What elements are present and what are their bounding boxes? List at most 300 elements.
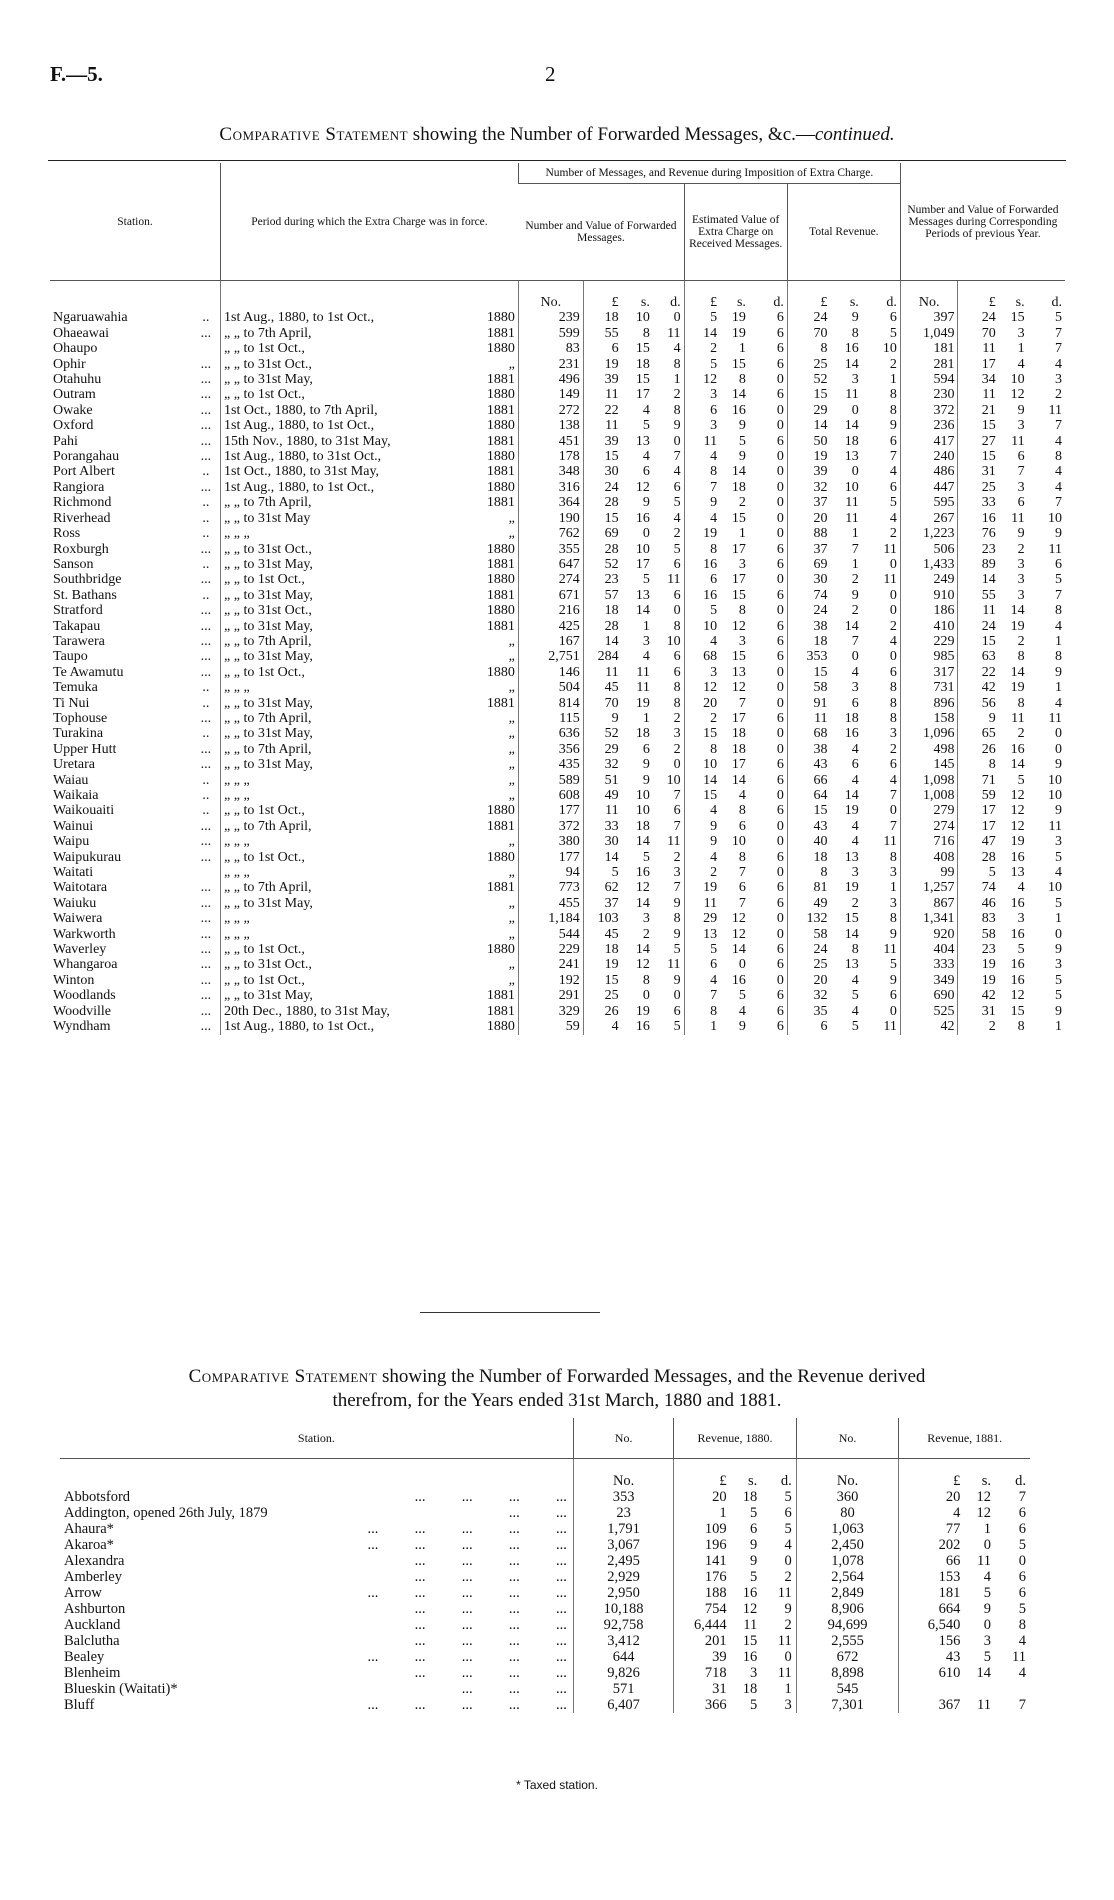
cell-dots: ... bbox=[200, 710, 212, 726]
cell-pno: 1,341 bbox=[900, 911, 958, 926]
cell-td: 8 bbox=[889, 710, 897, 726]
cell-es: 16 bbox=[731, 402, 746, 418]
cell-no: 372 bbox=[518, 819, 583, 834]
cell-s: 15 bbox=[635, 341, 650, 357]
cell-ps: 12 bbox=[1010, 818, 1025, 834]
cell-pno: 498 bbox=[900, 742, 958, 757]
cell-station: Alexandra ... ... ... ... bbox=[64, 1553, 567, 1569]
cell-year: 1880 bbox=[486, 603, 515, 619]
cell-pno: 230 bbox=[900, 387, 958, 402]
cell-ed: 0 bbox=[776, 572, 784, 588]
cell-tl: 40 bbox=[787, 834, 830, 849]
cell-year: „ bbox=[508, 911, 515, 927]
cell-td: 6 bbox=[889, 310, 897, 326]
cell-pd: 1 bbox=[1055, 1019, 1062, 1035]
cell-l1: 196 bbox=[674, 1537, 731, 1553]
cell-s2: 11 bbox=[977, 1553, 991, 1569]
cell-station: Ngaruawahia bbox=[53, 310, 128, 326]
table-row bbox=[60, 1537, 1030, 1553]
cell-pno: 317 bbox=[900, 665, 958, 680]
cell-es: 5 bbox=[738, 433, 746, 449]
cell-period: „ „ to 31st Oct., bbox=[221, 542, 476, 557]
cell-s: 18 bbox=[635, 726, 650, 742]
cell-tl: 24 bbox=[787, 603, 830, 618]
cell-ts: 14 bbox=[844, 618, 859, 634]
cell-es: 10 bbox=[731, 834, 746, 850]
cell-el: 12 bbox=[684, 372, 720, 387]
cell-tl: 52 bbox=[787, 372, 830, 387]
cell-l2: 202 bbox=[899, 1537, 965, 1553]
cell-period: 1st Oct., 1880, to 7th April, bbox=[221, 403, 476, 418]
cell-dots: ... bbox=[200, 895, 212, 911]
cell-ed: 0 bbox=[776, 741, 784, 757]
cell-pl: 11 bbox=[958, 603, 999, 618]
cell-d1: 9 bbox=[784, 1601, 792, 1617]
cell-ts: 18 bbox=[844, 433, 859, 449]
cell-d2: 7 bbox=[1018, 1697, 1026, 1713]
cell-dots: ... bbox=[200, 541, 212, 557]
cell-l2: 156 bbox=[899, 1633, 965, 1649]
cell-s2: 4 bbox=[983, 1569, 991, 1585]
cell-station: Waitati bbox=[53, 865, 94, 881]
cell-dots: .. bbox=[202, 556, 210, 572]
cell-tl: 35 bbox=[787, 1004, 830, 1019]
cell-el: 16 bbox=[684, 588, 720, 603]
cell-pd: 5 bbox=[1055, 988, 1062, 1004]
cell-td: 6 bbox=[889, 479, 897, 495]
table-row bbox=[60, 1585, 1030, 1601]
cell-ts: 0 bbox=[851, 402, 859, 418]
cell-es: 18 bbox=[731, 479, 746, 495]
cell-es: 14 bbox=[731, 772, 746, 788]
cell-year: 1881 bbox=[486, 556, 515, 572]
cell-el: 68 bbox=[684, 649, 720, 664]
cell-station: Turakina bbox=[53, 726, 104, 742]
cell-station: Waikouaiti bbox=[53, 803, 115, 819]
cell-no: 671 bbox=[518, 588, 583, 603]
cell-es: 3 bbox=[738, 633, 746, 649]
cell-pd: 1 bbox=[1055, 680, 1062, 696]
cell-ps: 16 bbox=[1010, 741, 1025, 757]
cell-d: 8 bbox=[673, 695, 681, 711]
cell-period: „ „ to 1st Oct., bbox=[221, 572, 476, 587]
cell-ed: 0 bbox=[776, 464, 784, 480]
cell-station: Ross bbox=[53, 526, 81, 542]
cell-td: 6 bbox=[889, 757, 897, 773]
cell-s: 9 bbox=[642, 772, 650, 788]
cell-ed: 0 bbox=[776, 680, 784, 696]
cell-l: 11 bbox=[583, 803, 621, 818]
cell-pd: 3 bbox=[1055, 372, 1062, 388]
cell-l: 39 bbox=[583, 372, 621, 387]
cell-d: 3 bbox=[673, 726, 681, 742]
cell-el: 15 bbox=[684, 726, 720, 741]
cell-ps: 3 bbox=[1017, 911, 1025, 927]
cell-el: 13 bbox=[684, 927, 720, 942]
cell-ts: 14 bbox=[844, 418, 859, 434]
cell-d: 8 bbox=[673, 680, 681, 696]
cell-tl: 81 bbox=[787, 880, 830, 895]
cell-period: „ „ „ bbox=[221, 834, 476, 849]
cell-s1: 15 bbox=[742, 1633, 758, 1649]
cell-ps: 3 bbox=[1017, 325, 1025, 341]
cell-pd: 10 bbox=[1048, 510, 1062, 526]
cell-period: „ „ to 1st Oct., bbox=[221, 341, 476, 356]
cell-s: 3 bbox=[642, 911, 650, 927]
cell-pno: 274 bbox=[900, 819, 958, 834]
cell-pl: 15 bbox=[958, 634, 999, 649]
cell-station: Oxford bbox=[53, 418, 94, 434]
cell-el: 5 bbox=[684, 603, 720, 618]
cell-td: 2 bbox=[889, 618, 897, 634]
cell-td: 11 bbox=[883, 572, 897, 588]
cell-tl: 38 bbox=[787, 742, 830, 757]
cell-no: 496 bbox=[518, 372, 583, 387]
cell-dots: ... bbox=[200, 942, 212, 958]
cell-period: 1st Aug., 1880, to 1st Oct., bbox=[221, 418, 476, 433]
cell-l: 52 bbox=[583, 557, 621, 572]
cell-ed: 0 bbox=[776, 402, 784, 418]
cell-s: 17 bbox=[635, 387, 650, 403]
cell-station: Ashburton ... ... ... ... bbox=[64, 1601, 567, 1617]
cell-ps: 11 bbox=[1011, 510, 1025, 526]
cell-ts: 11 bbox=[845, 510, 859, 526]
cell-d: 6 bbox=[673, 649, 681, 665]
table-row bbox=[50, 1019, 1065, 1034]
cell-ts: 4 bbox=[851, 664, 859, 680]
cell-s: 8 bbox=[642, 972, 650, 988]
cell-d2: 4 bbox=[1018, 1665, 1026, 1681]
cell-tl: 11 bbox=[787, 711, 830, 726]
cell-no: 216 bbox=[518, 603, 583, 618]
cell-d2: 7 bbox=[1018, 1489, 1026, 1505]
cell-tl: 15 bbox=[787, 803, 830, 818]
cell-ts: 6 bbox=[851, 757, 859, 773]
cell-pno: 1,008 bbox=[900, 788, 958, 803]
table-row bbox=[50, 326, 1065, 341]
cell-period: 20th Dec., 1880, to 31st May, bbox=[221, 1004, 476, 1019]
cell-station: Takapau bbox=[53, 618, 101, 634]
cell-pno: 985 bbox=[900, 649, 958, 664]
cell-es: 3 bbox=[738, 556, 746, 572]
cell-d2: 6 bbox=[1018, 1521, 1026, 1537]
cell-no: 272 bbox=[518, 403, 583, 418]
cell-pd: 5 bbox=[1055, 572, 1062, 588]
cell-pl: 83 bbox=[958, 911, 999, 926]
cell-es: 9 bbox=[738, 449, 746, 465]
table-row bbox=[60, 1489, 1030, 1505]
cell-station: Stratford bbox=[53, 603, 103, 619]
table-row bbox=[50, 480, 1065, 495]
cell-station: Waiau bbox=[53, 772, 89, 788]
cell-es: 17 bbox=[731, 710, 746, 726]
cell-pd: 8 bbox=[1055, 603, 1062, 619]
cell-pno: 447 bbox=[900, 480, 958, 495]
cell-year: 1880 bbox=[486, 1019, 515, 1035]
cell-pd: 5 bbox=[1055, 895, 1062, 911]
cell-year: „ bbox=[508, 772, 515, 788]
cell-pd: 11 bbox=[1048, 818, 1062, 834]
cell-td: 1 bbox=[889, 372, 897, 388]
cell-tl: 50 bbox=[787, 434, 830, 449]
cell-ts: 8 bbox=[851, 325, 859, 341]
cell-no: 177 bbox=[518, 850, 583, 865]
table-row bbox=[50, 911, 1065, 926]
cell-station: Waipukurau bbox=[53, 849, 122, 865]
cell-period: „ „ to 31st May, bbox=[221, 649, 476, 664]
cell-ts: 13 bbox=[844, 849, 859, 865]
cell-station: Waitotara bbox=[53, 880, 108, 896]
cell-pno: 267 bbox=[900, 511, 958, 526]
cell-pno: 1,049 bbox=[900, 326, 958, 341]
cell-l1: 366 bbox=[674, 1697, 731, 1713]
cell-period: „ „ to 31st May, bbox=[221, 588, 476, 603]
cell-l1: 109 bbox=[674, 1521, 731, 1537]
cell-d: 6 bbox=[673, 1003, 681, 1019]
cell-l: 15 bbox=[583, 449, 621, 464]
table1-title: Comparative Statement showing the Number of Forwarded Messages, &c.—continued. bbox=[219, 124, 895, 145]
cell-ts: 3 bbox=[851, 372, 859, 388]
table-row bbox=[50, 711, 1065, 726]
table-row bbox=[50, 726, 1065, 741]
cell-d: 10 bbox=[666, 772, 681, 788]
cell-l: 30 bbox=[583, 834, 621, 849]
cell-es: 5 bbox=[738, 988, 746, 1004]
cell-no: 425 bbox=[518, 619, 583, 634]
cell-no1: 9,826 bbox=[573, 1665, 673, 1681]
cell-l1: 176 bbox=[674, 1569, 731, 1585]
cell-station: Te Awamutu bbox=[53, 664, 124, 680]
cell-d1: 5 bbox=[784, 1489, 792, 1505]
cell-tl: 39 bbox=[787, 464, 830, 479]
cell-el: 9 bbox=[684, 495, 720, 510]
cell-l2: 181 bbox=[899, 1585, 965, 1601]
cell-ps: 10 bbox=[1010, 372, 1025, 388]
cell-no: 455 bbox=[518, 896, 583, 911]
cell-el: 7 bbox=[684, 480, 720, 495]
table-row bbox=[50, 526, 1065, 541]
table-row bbox=[50, 434, 1065, 449]
cell-el: 3 bbox=[684, 418, 720, 433]
cell-year: „ bbox=[508, 957, 515, 973]
cell-s: 16 bbox=[635, 865, 650, 881]
cell-d2: 8 bbox=[1018, 1617, 1026, 1633]
cell-period: „ „ to 31st May, bbox=[221, 557, 476, 572]
cell-l: 284 bbox=[583, 649, 621, 664]
cell-dots: ... bbox=[200, 957, 212, 973]
cell-es: 7 bbox=[738, 865, 746, 881]
cell-l2: 20 bbox=[899, 1489, 965, 1505]
cell-d1: 11 bbox=[777, 1665, 792, 1681]
cell-d2: 6 bbox=[1018, 1505, 1026, 1521]
cell-s: 3 bbox=[642, 633, 650, 649]
cell-l1: 1 bbox=[674, 1505, 731, 1521]
table-row bbox=[50, 449, 1065, 464]
cell-ts: 7 bbox=[851, 633, 859, 649]
cell-s1: 12 bbox=[742, 1601, 758, 1617]
cell-s1: 16 bbox=[742, 1649, 758, 1665]
cell-pd: 9 bbox=[1055, 803, 1062, 819]
cell-pd: 8 bbox=[1055, 449, 1062, 465]
cell-station: Temuka bbox=[53, 680, 98, 696]
cell-d1: 1 bbox=[784, 1681, 792, 1697]
cell-pno: 920 bbox=[900, 927, 958, 942]
cell-ed: 0 bbox=[776, 911, 784, 927]
cell-s: 10 bbox=[635, 788, 650, 803]
cell-pno: 690 bbox=[900, 988, 958, 1003]
cell-tl: 6 bbox=[787, 1019, 830, 1034]
cell-station: St. Bathans bbox=[53, 587, 117, 603]
cell-ps: 4 bbox=[1017, 356, 1025, 372]
cell-ps: 1 bbox=[1017, 341, 1025, 357]
cell-period: „ „ „ bbox=[221, 526, 476, 541]
cell-dots: ... bbox=[200, 834, 212, 850]
cell-station: Woodlands bbox=[53, 988, 116, 1004]
table-row bbox=[50, 927, 1065, 942]
cell-pd: 9 bbox=[1055, 1003, 1062, 1019]
cell-ts: 9 bbox=[851, 587, 859, 603]
cell-pno: 595 bbox=[900, 495, 958, 510]
cell-d: 0 bbox=[673, 603, 681, 619]
cell-ed: 6 bbox=[776, 895, 784, 911]
cell-station: Roxburgh bbox=[53, 541, 109, 557]
cell-pl: 59 bbox=[958, 788, 999, 803]
cell-d2: 6 bbox=[1018, 1585, 1026, 1601]
cell-el: 19 bbox=[684, 526, 720, 541]
cell-es: 19 bbox=[731, 310, 746, 326]
cell-pd: 3 bbox=[1055, 834, 1062, 850]
cell-tl: 58 bbox=[787, 927, 830, 942]
cell-s: 8 bbox=[642, 325, 650, 341]
cell-pl: 23 bbox=[958, 542, 999, 557]
cell-el: 1 bbox=[684, 1019, 720, 1034]
cell-ed: 6 bbox=[776, 541, 784, 557]
cell-no2: 1,078 bbox=[796, 1553, 899, 1569]
cell-td: 4 bbox=[889, 772, 897, 788]
table-row bbox=[50, 757, 1065, 772]
cell-pl: 56 bbox=[958, 696, 999, 711]
cell-ed: 6 bbox=[776, 587, 784, 603]
cell-pl: 46 bbox=[958, 896, 999, 911]
cell-l1: 754 bbox=[674, 1601, 731, 1617]
cell-year: 1880 bbox=[486, 541, 515, 557]
cell-ts: 7 bbox=[851, 541, 859, 557]
cell-el: 14 bbox=[684, 326, 720, 341]
cell-s: 13 bbox=[635, 587, 650, 603]
cell-d: 10 bbox=[666, 633, 681, 649]
cell-es: 4 bbox=[738, 1003, 746, 1019]
cell-l2: 153 bbox=[899, 1569, 965, 1585]
cell-td: 9 bbox=[889, 926, 897, 942]
cell-es: 17 bbox=[731, 572, 746, 588]
cell-s1: 9 bbox=[749, 1553, 758, 1569]
cell-s1: 16 bbox=[742, 1585, 758, 1601]
cell-pno: 186 bbox=[900, 603, 958, 618]
cell-no2: 94,699 bbox=[796, 1617, 899, 1633]
cell-pd: 9 bbox=[1055, 757, 1062, 773]
cell-d: 11 bbox=[667, 834, 681, 850]
cell-es: 17 bbox=[731, 541, 746, 557]
cell-no: 435 bbox=[518, 757, 583, 772]
cell-el: 4 bbox=[684, 850, 720, 865]
cell-s: 14 bbox=[635, 942, 650, 958]
cell-ts: 5 bbox=[851, 988, 859, 1004]
cell-tl: 70 bbox=[787, 326, 830, 341]
table-row bbox=[60, 1633, 1030, 1649]
cell-es: 7 bbox=[738, 695, 746, 711]
table-row bbox=[60, 1505, 1030, 1521]
cell-l1: 20 bbox=[674, 1489, 731, 1505]
cell-pl: 28 bbox=[958, 850, 999, 865]
units-row: No. £ s. d. No. £ s. d. bbox=[60, 1459, 1030, 1490]
cell-tl: 14 bbox=[787, 418, 830, 433]
table-row bbox=[50, 649, 1065, 664]
cell-td: 5 bbox=[889, 325, 897, 341]
cell-es: 4 bbox=[738, 788, 746, 803]
cell-d2: 5 bbox=[1018, 1537, 1026, 1553]
cell-ed: 6 bbox=[776, 633, 784, 649]
cell-d: 6 bbox=[673, 803, 681, 819]
cell-l: 32 bbox=[583, 757, 621, 772]
cell-tl: 18 bbox=[787, 634, 830, 649]
cell-el: 5 bbox=[684, 310, 720, 325]
cell-pd: 2 bbox=[1055, 387, 1062, 403]
cell-pl: 17 bbox=[958, 357, 999, 372]
cell-ps: 3 bbox=[1017, 587, 1025, 603]
cell-ed: 6 bbox=[776, 387, 784, 403]
cell-year: 1880 bbox=[486, 942, 515, 958]
cell-ed: 6 bbox=[776, 1003, 784, 1019]
cell-d: 7 bbox=[673, 818, 681, 834]
cell-ts: 16 bbox=[844, 341, 859, 357]
cell-s2: 3 bbox=[983, 1633, 991, 1649]
cell-tl: 43 bbox=[787, 757, 830, 772]
cell-no: 589 bbox=[518, 773, 583, 788]
cell-d1: 2 bbox=[784, 1569, 792, 1585]
cell-l: 11 bbox=[583, 418, 621, 433]
cell-no2: 80 bbox=[796, 1505, 899, 1521]
cell-ed: 6 bbox=[776, 710, 784, 726]
cell-es: 15 bbox=[731, 587, 746, 603]
cell-s2: 5 bbox=[983, 1585, 991, 1601]
cell-station: Wyndham bbox=[53, 1019, 111, 1035]
cell-year: „ bbox=[508, 680, 515, 696]
table-row bbox=[50, 973, 1065, 988]
cell-no: 138 bbox=[518, 418, 583, 433]
cell-no: 1,184 bbox=[518, 911, 583, 926]
cell-s1: 6 bbox=[749, 1521, 758, 1537]
cell-year: 1880 bbox=[486, 341, 515, 357]
cell-ts: 11 bbox=[845, 387, 859, 403]
cell-d: 8 bbox=[673, 402, 681, 418]
cell-d: 6 bbox=[673, 664, 681, 680]
cell-s: 14 bbox=[635, 603, 650, 619]
cell-l: 5 bbox=[583, 865, 621, 880]
cell-no: 762 bbox=[518, 526, 583, 541]
cell-dots: ... bbox=[200, 649, 212, 665]
cell-station: Blenheim ... ... ... ... bbox=[64, 1665, 567, 1681]
cell-td: 5 bbox=[889, 495, 897, 511]
cell-ps: 13 bbox=[1010, 865, 1025, 881]
cell-period: „ „ „ bbox=[221, 680, 476, 695]
cell-el: 2 bbox=[684, 865, 720, 880]
table-row bbox=[60, 1617, 1030, 1633]
cell-ed: 0 bbox=[776, 726, 784, 742]
cell-es: 15 bbox=[731, 356, 746, 372]
cell-l: 11 bbox=[583, 387, 621, 402]
cell-no: 504 bbox=[518, 680, 583, 695]
cell-ts: 0 bbox=[851, 464, 859, 480]
